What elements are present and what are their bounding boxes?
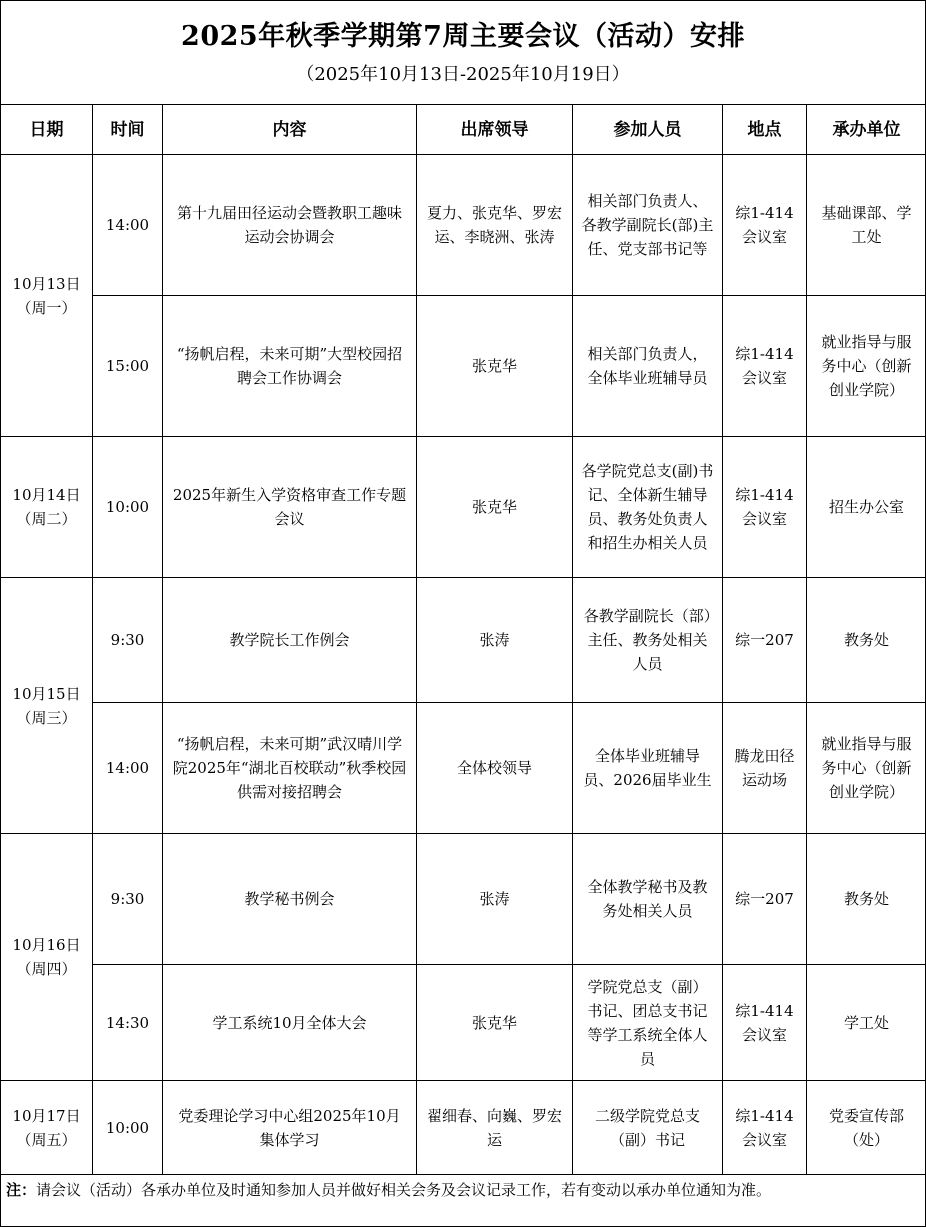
participants-cell: 相关部门负责人、各教学副院长(部)主任、党支部书记等 [573, 155, 723, 296]
date-cell [1, 578, 93, 834]
leaders-cell: 张克华 [417, 437, 573, 578]
table-row [1, 834, 926, 965]
table-row [1, 155, 926, 296]
date-label: 10月15日 [12, 684, 81, 703]
time-cell: 10:00 [93, 1081, 163, 1175]
page-title: 2025年秋季学期第7周主要会议（活动）安排 [181, 21, 745, 52]
location-cell: 综1-414会议室 [723, 1081, 807, 1175]
organizer-cell: 教务处 [807, 834, 926, 965]
leaders-cell: 夏力、张克华、罗宏运、李晓洲、张涛 [417, 155, 573, 296]
header-participants: 参加人员 [573, 105, 723, 155]
location-cell: 综1-414会议室 [723, 155, 807, 296]
location-cell: 综1-414会议室 [723, 437, 807, 578]
date-cell [1, 155, 93, 437]
organizer-cell: 党委宣传部（处） [807, 1081, 926, 1175]
table-row [1, 965, 926, 1081]
location-cell: 综1-414会议室 [723, 296, 807, 437]
table-row [1, 1081, 926, 1175]
date-label: 10月16日 [12, 936, 81, 954]
participants-cell: 相关部门负责人，全体毕业班辅导员 [573, 296, 723, 437]
table-row [1, 703, 926, 834]
leaders-cell: 张克华 [417, 296, 573, 437]
date-cell [1, 834, 93, 1081]
time-cell: 14:00 [93, 155, 163, 296]
leaders-cell: 翟细春、向巍、罗宏运 [417, 1081, 573, 1175]
header-content: 内容 [163, 105, 417, 155]
content-cell: “扬帆启程，未来可期”武汉晴川学院2025年“湖北百校联动”秋季校园供需对接招聘会 [163, 703, 417, 834]
weekday-label: （周一） [16, 298, 77, 317]
participants-cell: 全体毕业班辅导员、2026届毕业生 [573, 703, 723, 834]
participants-cell: 二级学院党总支（副）书记 [573, 1081, 723, 1175]
content-cell: 教学秘书例会 [163, 834, 417, 965]
time-cell: 14:00 [93, 703, 163, 834]
date-label: 10月14日 [12, 486, 81, 504]
weekday-label: （周二） [16, 510, 77, 528]
time-cell: 10:00 [93, 437, 163, 578]
date-cell [1, 1081, 93, 1175]
footnote-text: 请会议（活动）各承办单位及时通知参加人员并做好相关会务及会议记录工作，若有变动以承办单位通知为准。 [36, 1181, 772, 1199]
time-cell: 9:30 [93, 834, 163, 965]
page-subtitle: （2025年10月13日-2025年10月19日） [296, 64, 630, 85]
participants-cell: 各学院党总支(副)书记、全体新生辅导员、教务处负责人和招生办相关人员 [573, 437, 723, 578]
header-location: 地点 [723, 105, 807, 155]
leaders-cell: 张克华 [417, 965, 573, 1081]
organizer-cell: 就业指导与服务中心（创新创业学院） [807, 703, 926, 834]
organizer-cell: 就业指导与服务中心（创新创业学院） [807, 296, 926, 437]
time-cell: 15:00 [93, 296, 163, 437]
time-cell: 9:30 [93, 578, 163, 703]
weekday-label: （周三） [16, 708, 77, 727]
footnote-label: 注： [6, 1181, 37, 1199]
content-cell: 第十九届田径运动会暨教职工趣味运动会协调会 [163, 155, 417, 296]
weekday-label: （周四） [16, 960, 77, 978]
location-cell: 综一207 [723, 834, 807, 965]
weekday-label: （周五） [16, 1130, 77, 1149]
content-cell: 2025年新生入学资格审查工作专题会议 [163, 437, 417, 578]
header-time: 时间 [93, 105, 163, 155]
date-cell [1, 437, 93, 578]
organizer-cell: 招生办公室 [807, 437, 926, 578]
organizer-cell: 教务处 [807, 578, 926, 703]
table-row [1, 296, 926, 437]
location-cell: 腾龙田径运动场 [723, 703, 807, 834]
leaders-cell: 张涛 [417, 578, 573, 703]
participants-cell: 学院党总支（副）书记、团总支书记等学工系统全体人员 [573, 965, 723, 1081]
date-label: 10月17日 [12, 1106, 81, 1125]
time-cell: 14:30 [93, 965, 163, 1081]
footnote [6, 1178, 918, 1202]
header-leaders: 出席领导 [417, 105, 573, 155]
table-row [1, 437, 926, 578]
leaders-cell: 全体校领导 [417, 703, 573, 834]
participants-cell: 各教学副院长（部）主任、教务处相关人员 [573, 578, 723, 703]
table-header-row [1, 105, 926, 155]
organizer-cell: 学工处 [807, 965, 926, 1081]
content-cell: 学工系统10月全体大会 [163, 965, 417, 1081]
date-label: 10月13日 [12, 274, 81, 293]
content-cell: 党委理论学习中心组2025年10月集体学习 [163, 1081, 417, 1175]
location-cell: 综1-414会议室 [723, 965, 807, 1081]
schedule-table [0, 104, 926, 1175]
content-cell: 教学院长工作例会 [163, 578, 417, 703]
table-row [1, 578, 926, 703]
header-date: 日期 [1, 105, 93, 155]
location-cell: 综一207 [723, 578, 807, 703]
organizer-cell: 基础课部、学工处 [807, 155, 926, 296]
header-organizer: 承办单位 [807, 105, 926, 155]
content-cell: “扬帆启程，未来可期”大型校园招聘会工作协调会 [163, 296, 417, 437]
leaders-cell: 张涛 [417, 834, 573, 965]
participants-cell: 全体教学秘书及教务处相关人员 [573, 834, 723, 965]
